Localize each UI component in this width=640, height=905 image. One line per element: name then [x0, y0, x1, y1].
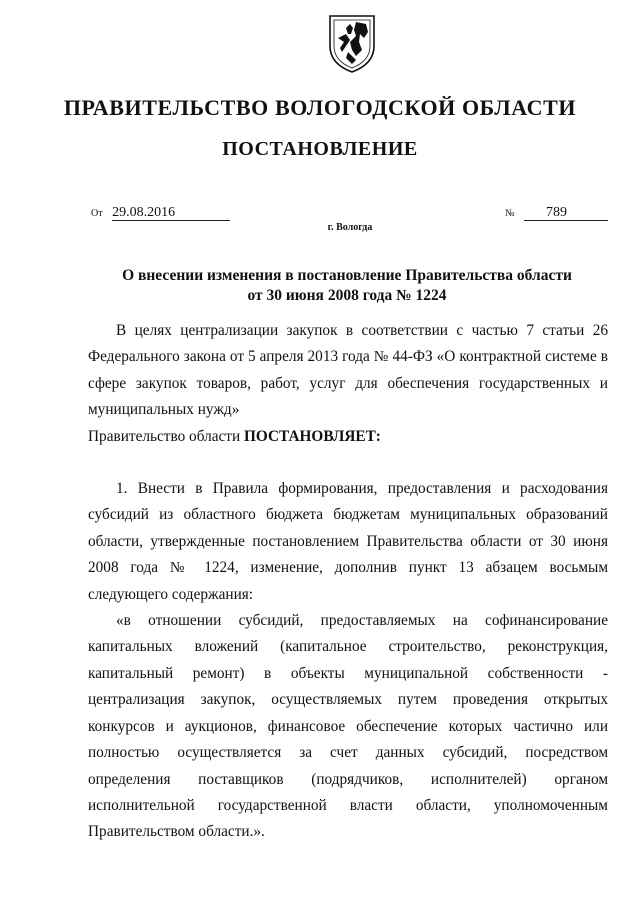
- number-label: №: [504, 208, 515, 219]
- city: г. Вологда: [327, 222, 373, 233]
- document-title-line-1: О внесении изменения в постановление Правительства области: [122, 267, 572, 284]
- decree-prefix: Правительство области: [88, 427, 245, 445]
- document-number: [505, 205, 608, 221]
- quoted-amendment-paragraph: «в отношении субсидий, предоставляемых на софинансирование капитальных вложений (капитальное строительство, реконструкция, капитальный ремонт) в объекты муниципальной собственности - централизация закупок, осуществляемых путем проведения открытых конкурсов и аукционов, финансовое обеспечение которых частично или полностью осуществляется за счет данных субсидий, посредством определения поставщиков (подрядчиков, исполнителей) органом исполнительной государственной власти области, уполномоченным Правительством области.».: [88, 612, 608, 841]
- item-1-paragraph: 1. Внести в Правила формирования, предоставления и расходования субсидий из областного бюджета бюджетам муниципальных образований области, утвержденные постановлением Правительства области от 30 июня 2008 года № 1224, изменение, дополнив пункт 13 абзацем восьмым следующего содержания:: [88, 480, 608, 603]
- document-title-line-2: от 30 июня 2008 года № 1224: [247, 287, 447, 304]
- government-name: ПРАВИТЕЛЬСТВО ВОЛОГОДСКОЙ ОБЛАСТИ: [63, 95, 577, 120]
- document-title: [0, 266, 640, 306]
- date-label: От: [91, 208, 103, 219]
- decree-paragraph: [88, 424, 608, 450]
- vologda-coat-of-arms-icon: [326, 12, 378, 74]
- date-value: 29.08.2016: [112, 205, 230, 221]
- decree-word: ПОСТАНОВЛЯЕТ:: [244, 427, 381, 445]
- document-type: ПОСТАНОВЛЕНИЕ: [222, 138, 418, 160]
- number-value: 789: [524, 205, 608, 221]
- document-body: [88, 318, 608, 846]
- document-date: [91, 205, 230, 221]
- preamble-paragraph: В целях централизации закупок в соответствии с частью 7 статьи 26 Федерального закона от 5 апреля 2013 года № 44-ФЗ «О контрактной системе в сфере закупок товаров, работ, услуг для обеспечения государственных и муниципальных нужд»: [88, 322, 608, 419]
- paragraph-gap: [88, 450, 608, 476]
